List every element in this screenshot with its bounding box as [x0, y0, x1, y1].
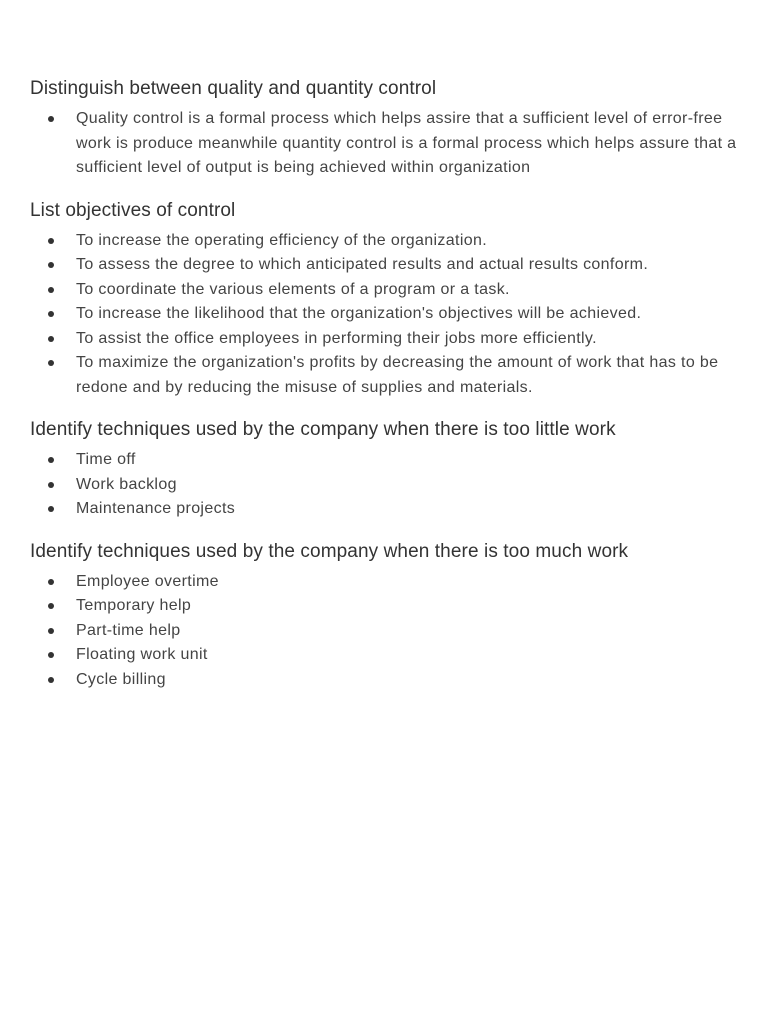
bullet-dot-icon — [48, 287, 54, 293]
section-heading: Identify techniques used by the company when there is too little work — [30, 419, 616, 440]
section-quality-vs-quantity — [30, 76, 740, 181]
list-item — [30, 497, 740, 522]
section-too-little-work — [30, 417, 740, 522]
document-page — [30, 76, 740, 709]
list-item — [30, 253, 740, 278]
list-item-text: Quality control is a formal process which helps assire that a sufficient level of error-free work is produce meanwhile quantity control is a formal process which helps assure that a sufficient level of output is being achieved within organization — [76, 110, 737, 176]
section-heading: Distinguish between quality and quantity control — [30, 78, 437, 99]
list-item-text: Employee overtime — [76, 572, 219, 590]
list-item-text: To increase the operating efficiency of the organization. — [76, 231, 488, 249]
list-item — [30, 570, 740, 595]
bullet-dot-icon — [48, 360, 54, 366]
list-item — [30, 229, 740, 254]
bullet-dot-icon — [48, 603, 54, 609]
bullet-dot-icon — [48, 482, 54, 488]
section-heading: List objectives of control — [30, 199, 236, 221]
bullet-dot-icon — [48, 506, 54, 512]
bullet-dot-icon — [48, 262, 54, 268]
list-item-text: Time off — [76, 451, 136, 468]
list-item-text: Part-time help — [76, 621, 181, 639]
bullet-list — [30, 448, 740, 522]
list-item — [30, 668, 740, 693]
list-item — [30, 327, 740, 352]
section-objectives-of-control — [30, 198, 740, 401]
bullet-list — [30, 229, 740, 401]
list-item — [30, 278, 740, 303]
list-item — [30, 473, 740, 498]
bullet-list — [30, 107, 740, 181]
list-item — [30, 643, 740, 668]
bullet-dot-icon — [48, 652, 54, 658]
bullet-dot-icon — [48, 457, 54, 463]
list-item — [30, 594, 740, 619]
bullet-dot-icon — [48, 336, 54, 342]
list-item — [30, 619, 740, 644]
list-item-text: Floating work unit — [76, 646, 208, 663]
list-item-text: Maintenance projects — [76, 500, 236, 517]
bullet-list — [30, 570, 740, 693]
list-item-text: To increase the likelihood that the organization's objectives will be achieved. — [76, 305, 642, 322]
bullet-dot-icon — [48, 311, 54, 317]
list-item-text: To coordinate the various elements of a program or a task. — [76, 280, 510, 298]
list-item — [30, 302, 740, 327]
list-item-text: To maximize the organization's profits by decreasing the amount of work that has to be redone and by reducing the misuse of supplies and materials. — [76, 354, 719, 396]
list-item-text: To assist the office employees in performing their jobs more efficiently. — [76, 329, 597, 347]
bullet-dot-icon — [48, 238, 54, 244]
bullet-dot-icon — [48, 579, 54, 585]
list-item-text: Work backlog — [76, 475, 177, 493]
list-item — [30, 448, 740, 473]
list-item-text: Cycle billing — [76, 670, 166, 688]
bullet-dot-icon — [48, 677, 54, 683]
section-heading: Identify techniques used by the company when there is too much work — [30, 540, 629, 562]
bullet-dot-icon — [48, 116, 54, 122]
list-item-text: Temporary help — [76, 597, 192, 614]
list-item — [30, 351, 740, 400]
section-too-much-work — [30, 539, 740, 693]
list-item — [30, 107, 740, 181]
list-item-text: To assess the degree to which anticipated results and actual results conform. — [76, 256, 649, 273]
bullet-dot-icon — [48, 628, 54, 634]
